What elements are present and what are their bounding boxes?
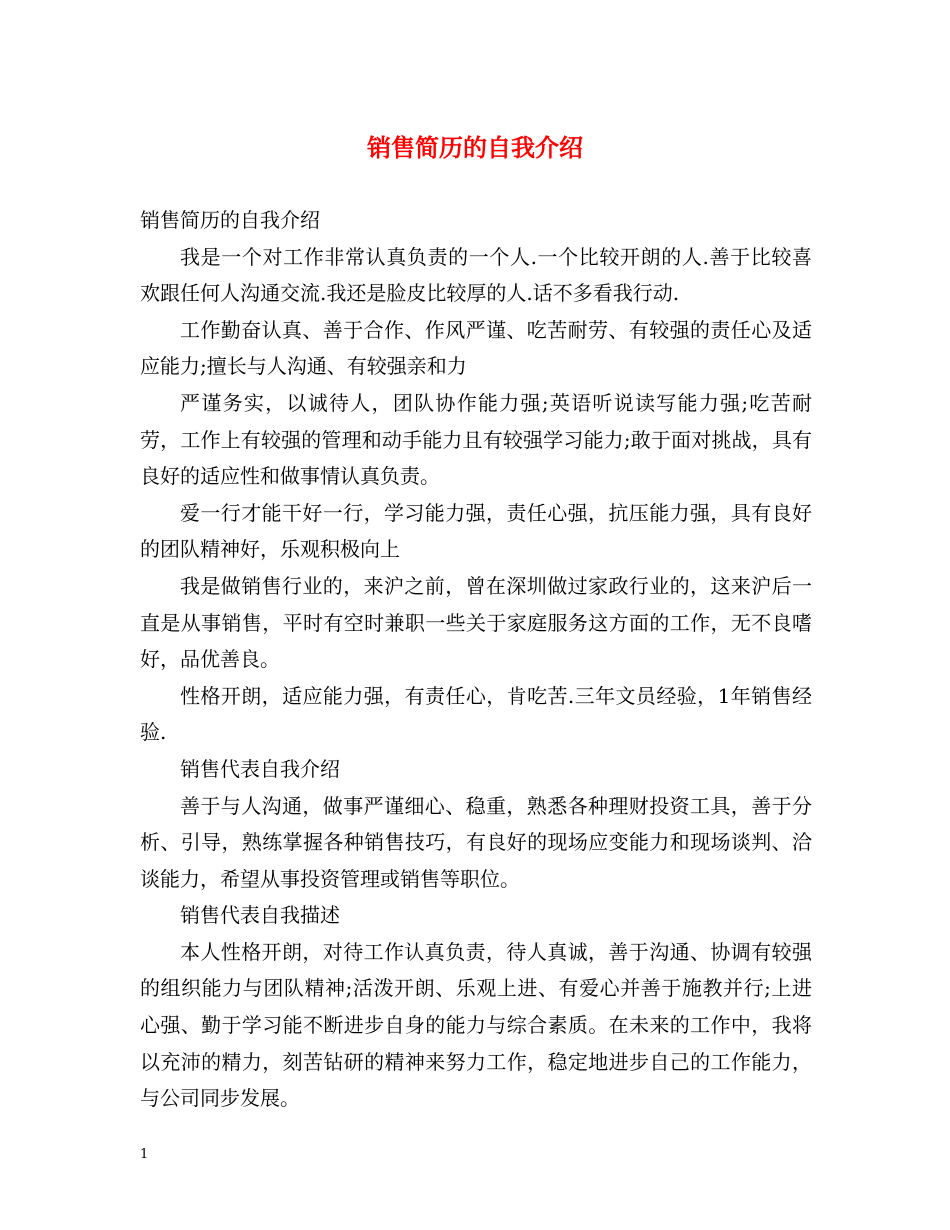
paragraph: 爱一行才能干好一行，学习能力强，责任心强，抗压能力强，具有良好的团队精神好，乐观积极向上 <box>140 500 812 562</box>
paragraph-heading: 销售简历的自我介绍 <box>140 208 320 232</box>
paragraph: 严谨务实，以诚待人，团队协作能力强;英语听说读写能力强;吃苦耐劳，工作上有较强的管理和动手能力且有较强学习能力;敢于面对挑战，具有良好的适应性和做事情认真负责。 <box>140 390 812 489</box>
page-title: 销售简历的自我介绍 <box>367 133 583 162</box>
paragraph: 工作勤奋认真、善于合作、作风严谨、吃苦耐劳、有较强的责任心及适应能力;擅长与人沟通、有较强亲和力 <box>140 317 812 379</box>
section-heading: 销售代表自我介绍 <box>180 756 340 781</box>
paragraph: 善于与人沟通，做事严谨细心、稳重，熟悉各种理财投资工具，善于分析、引导，熟练掌握各种销售技巧，有良好的现场应变能力和现场谈判、洽谈能力，希望从事投资管理或销售等职位。 <box>140 793 812 891</box>
paragraph: 我是做销售行业的，来沪之前，曾在深圳做过家政行业的，这来沪后一直是从事销售，平时有空时兼职一些关于家庭服务这方面的工作，无不良嗜好，品优善良。 <box>140 573 812 672</box>
paragraph: 本人性格开朗，对待工作认真负责，待人真诚，善于沟通、协调有较强的组织能力与团队精神;活泼开朗、乐观上进、有爱心并善于施教并行;上进心强、勤于学习能不断进步自身的能力与综合素质。在未来的工作中，我将以充沛的精力，刻苦钻研的精神来努力工作，稳定地进步自己的工作能力，与公司同步发展。 <box>140 939 812 1111</box>
page-number: 1 <box>140 1147 149 1162</box>
section-heading: 销售代表自我描述 <box>180 903 340 928</box>
paragraph: 性格开朗，适应能力强，有责任心，肯吃苦.三年文员经验，1年销售经验. <box>140 683 812 745</box>
paragraph: 我是一个对工作非常认真负责的一个人.一个比较开朗的人.善于比较喜欢跟任何人沟通交流.我还是脸皮比较厚的人.话不多看我行动. <box>140 244 812 306</box>
document-body <box>140 202 812 1117</box>
